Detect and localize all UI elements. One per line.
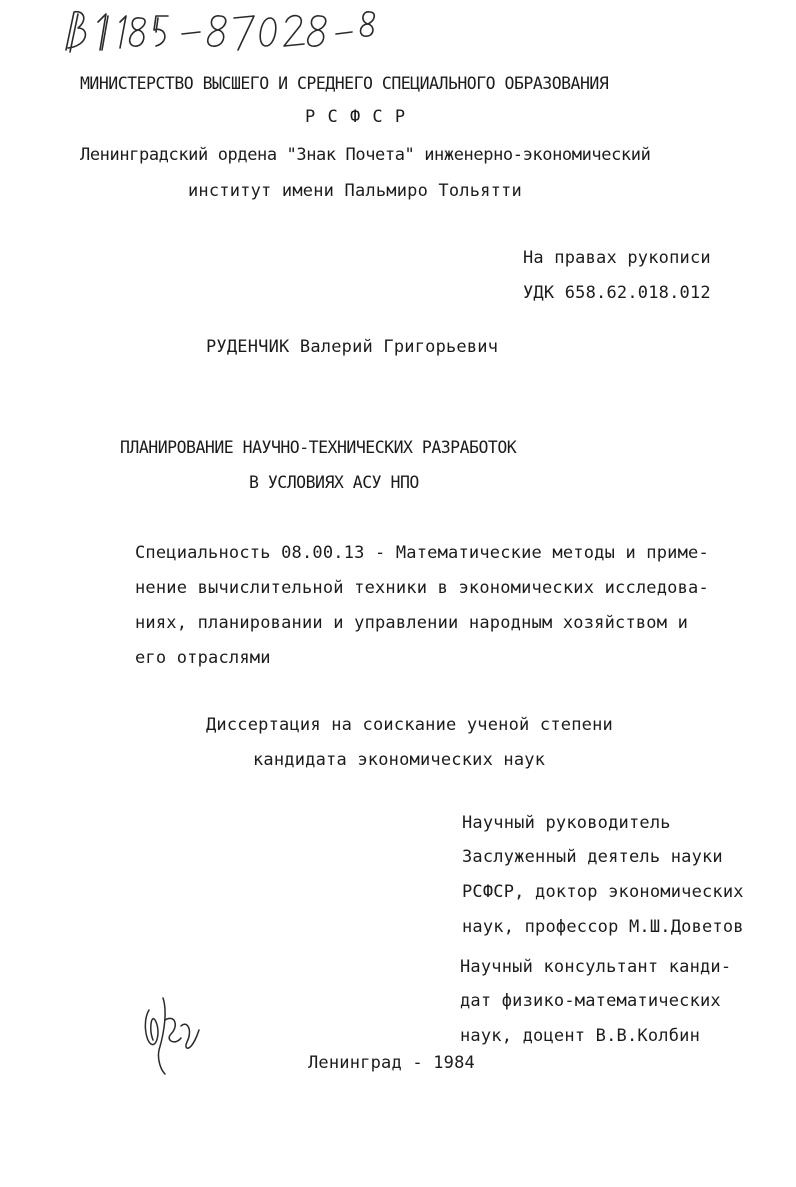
republic-heading: Р С Ф С Р [305, 107, 407, 127]
consultant-line-1: Научный консультант канди- [460, 957, 732, 977]
consultant-line-2: дат физико-математических [460, 991, 721, 1011]
handwritten-archive-number [58, 2, 398, 62]
udc-code: УДК 658.62.018.012 [523, 283, 711, 303]
supervisor-line-4: наук, профессор М.Ш.Доветов [462, 917, 744, 937]
institute-line-1: Ленинградский ордена "Знак Почета" инженерно-экономический [80, 145, 651, 165]
specialty-line-4: его отраслями [135, 648, 271, 668]
handwritten-signature [135, 990, 205, 1080]
title-line-1: ПЛАНИРОВАНИЕ НАУЧНО-ТЕХНИЧЕСКИХ РАЗРАБОТОК [120, 438, 517, 457]
specialty-line-1: Специальность 08.00.13 - Математические методы и приме- [135, 543, 709, 563]
title-line-2: В УСЛОВИЯХ АСУ НПО [249, 473, 419, 492]
supervisor-line-2: Заслуженный деятель науки [462, 847, 723, 867]
institute-line-2: институт имени Пальмиро Тольятти [188, 181, 522, 201]
ministry-heading: МИНИСТЕРСТВО ВЫСШЕГО И СРЕДНЕГО СПЕЦИАЛЬНОГО ОБРАЗОВАНИЯ [80, 74, 609, 93]
dissertation-line-2: кандидата экономических наук [253, 750, 546, 770]
specialty-line-2: нение вычислительной техники в экономических исследова- [135, 578, 709, 598]
consultant-line-3: наук, доцент В.В.Колбин [460, 1026, 701, 1046]
specialty-line-3: ниях, планировании и управлении народным хозяйством и [135, 613, 689, 633]
place-and-year: Ленинград - 1984 [308, 1053, 475, 1073]
dissertation-line-1: Диссертация на соискание ученой степени [206, 715, 613, 735]
supervisor-line-1: Научный руководитель [462, 813, 671, 833]
manuscript-rights: На правах рукописи [523, 248, 711, 268]
author-name: РУДЕНЧИК Валерий Григорьевич [206, 337, 499, 357]
supervisor-line-3: РСФСР, доктор экономических [462, 882, 744, 902]
